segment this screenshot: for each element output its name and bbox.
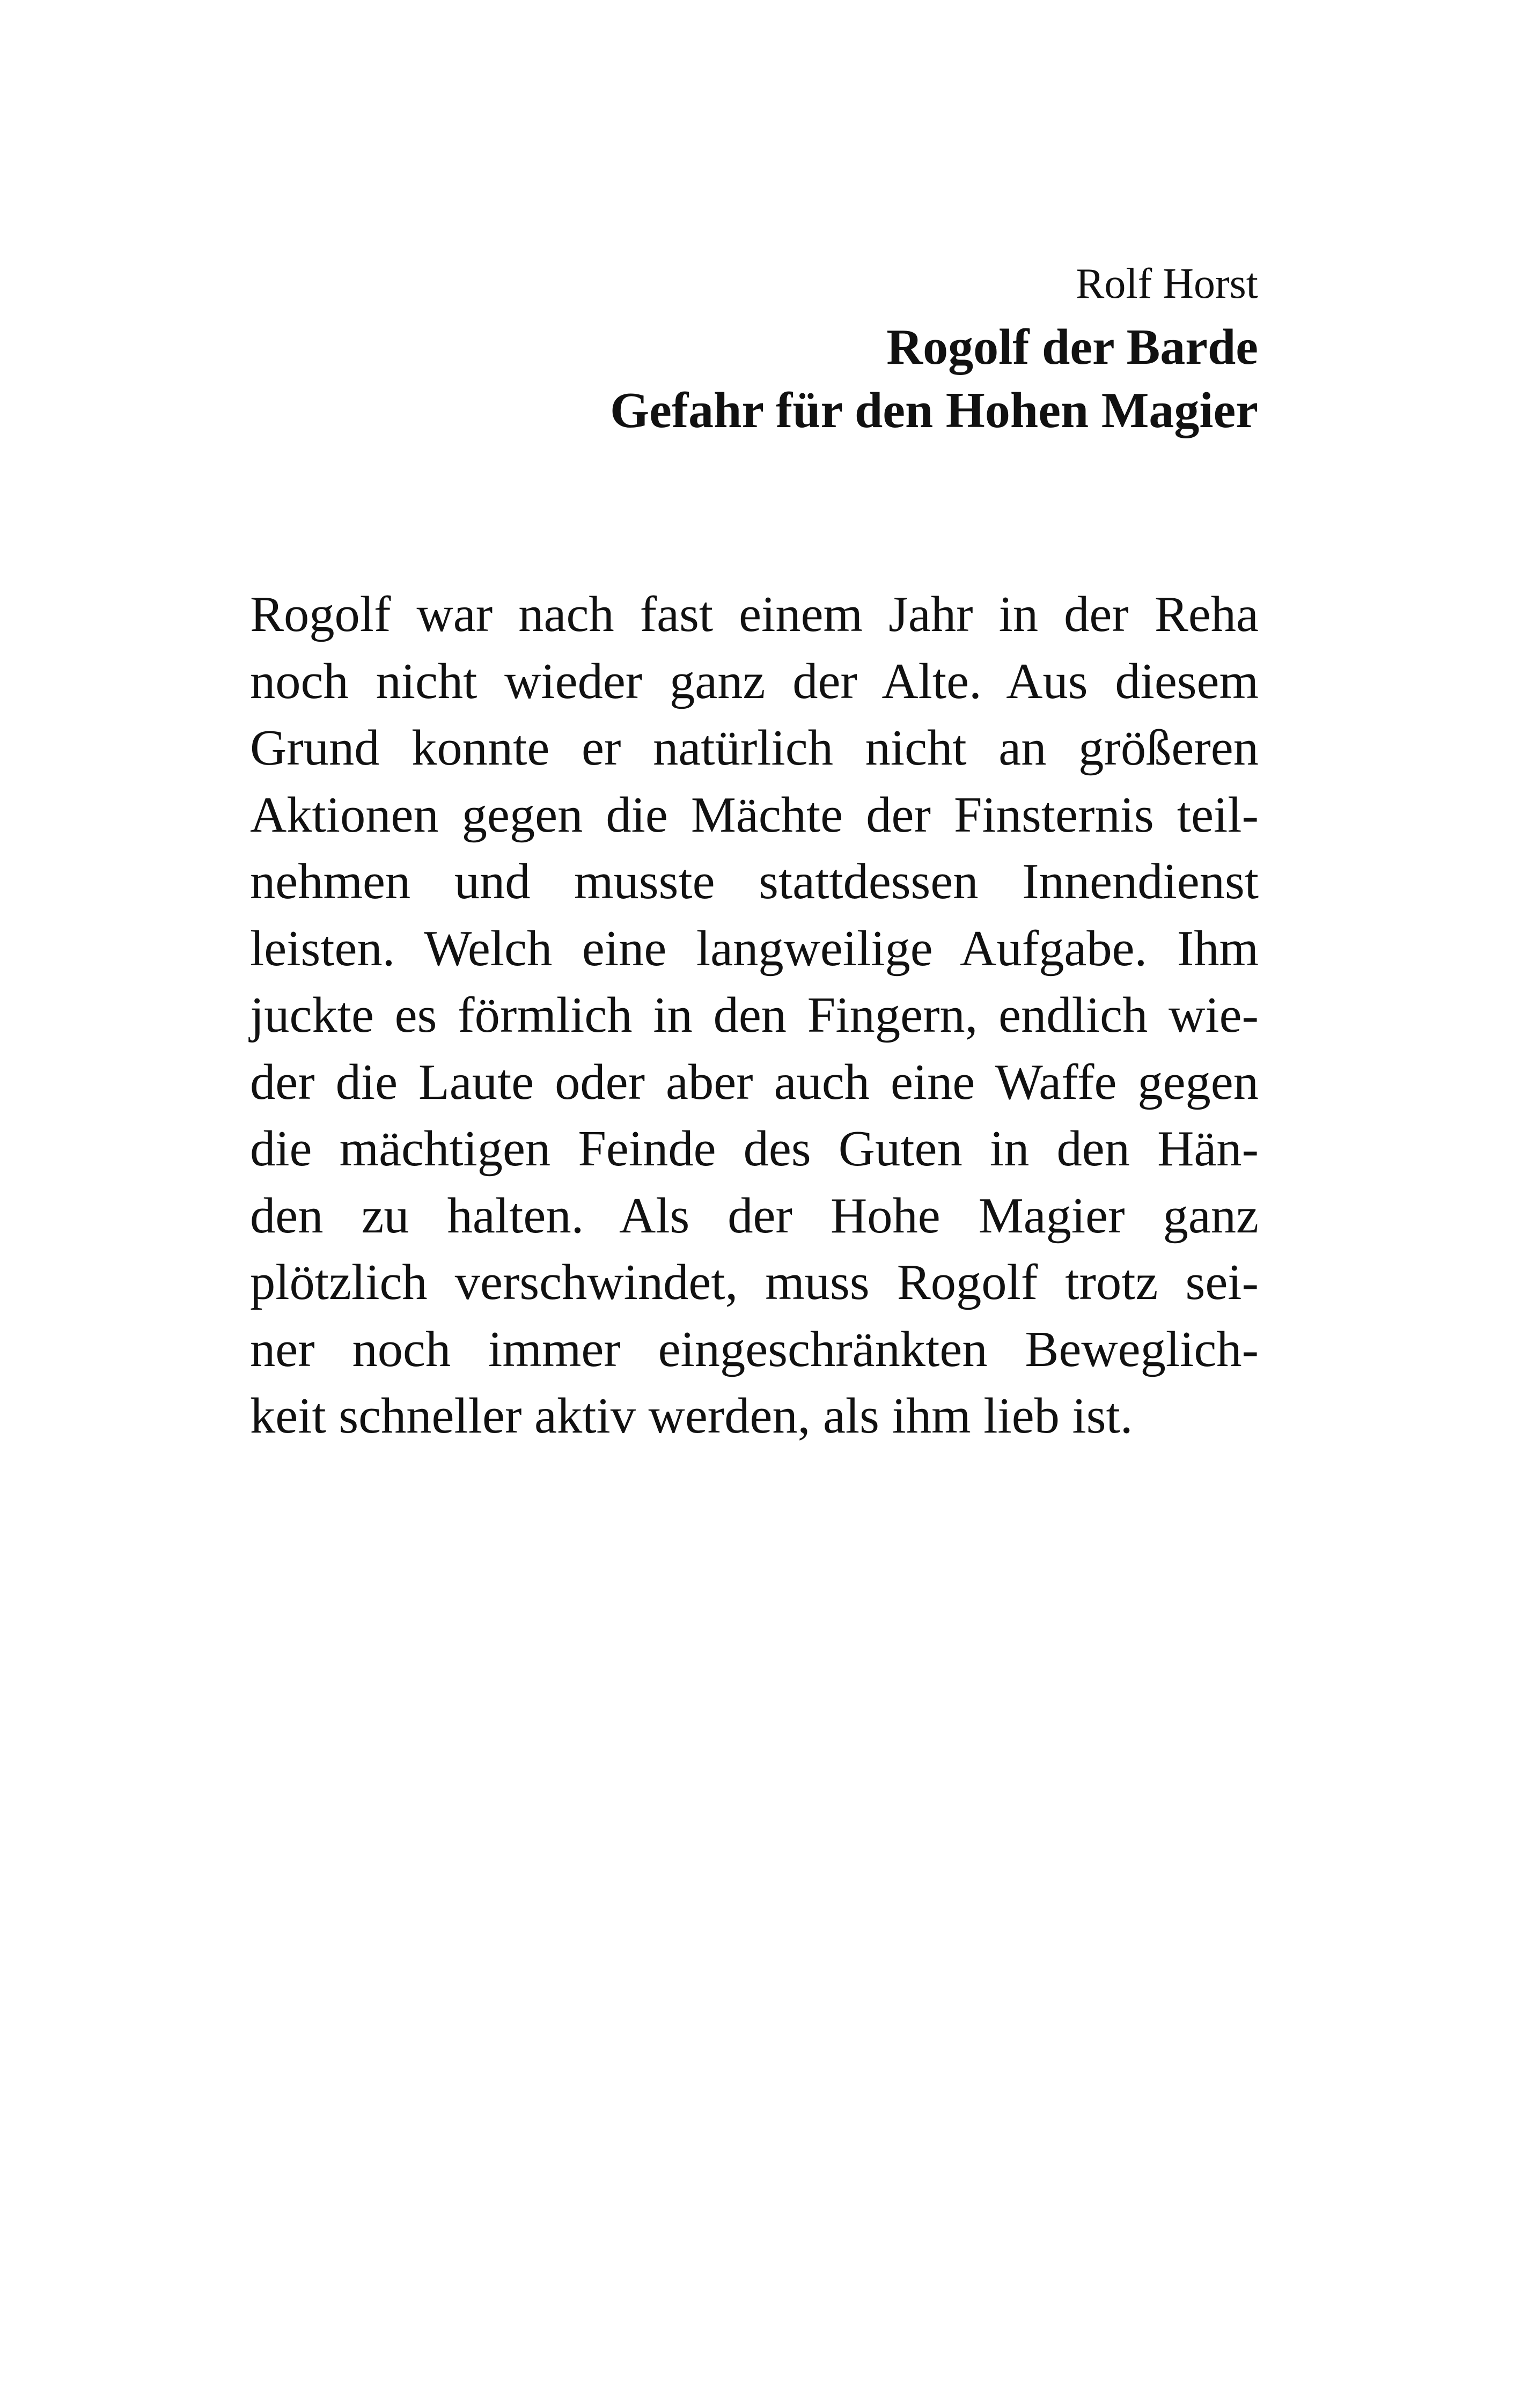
text-line: juckte es förmlich in den Fingern, endlich wie- bbox=[250, 987, 1259, 1043]
text-line: plötzlich verschwindet, muss Rogolf trotz sei- bbox=[250, 1254, 1259, 1310]
text-line: der die Laute oder aber auch eine Waffe gegen bbox=[250, 1054, 1259, 1110]
text-line: leisten. Welch eine langweilige Aufgabe. Ihm bbox=[250, 920, 1259, 977]
book-subtitle: Gefahr für den Hohen Magier bbox=[609, 383, 1258, 438]
text-line: ner noch immer eingeschränkten Beweglich- bbox=[250, 1321, 1259, 1377]
text-line: keit schneller aktiv werden, als ihm lieb ist. bbox=[250, 1388, 1133, 1444]
title-block bbox=[610, 252, 1258, 442]
text-line: Rogolf war nach fast einem Jahr in der Reha bbox=[250, 586, 1259, 642]
text-line: die mächtigen Feinde des Guten in den Hän- bbox=[250, 1121, 1259, 1177]
book-title: Rogolf der Barde bbox=[886, 319, 1258, 375]
text-line: den zu halten. Als der Hohe Magier ganz bbox=[250, 1187, 1259, 1244]
text-line: Grund konnte er natürlich nicht an größeren bbox=[250, 720, 1259, 776]
text-line: noch nicht wieder ganz der Alte. Aus diesem bbox=[250, 653, 1259, 709]
text-line: nehmen und musste stattdessen Innendienst bbox=[250, 854, 1259, 909]
author-name: Rolf Horst bbox=[1076, 260, 1258, 307]
text-line: Aktionen gegen die Mächte der Finsternis teil- bbox=[250, 787, 1259, 843]
blurb-text bbox=[250, 581, 1259, 1450]
